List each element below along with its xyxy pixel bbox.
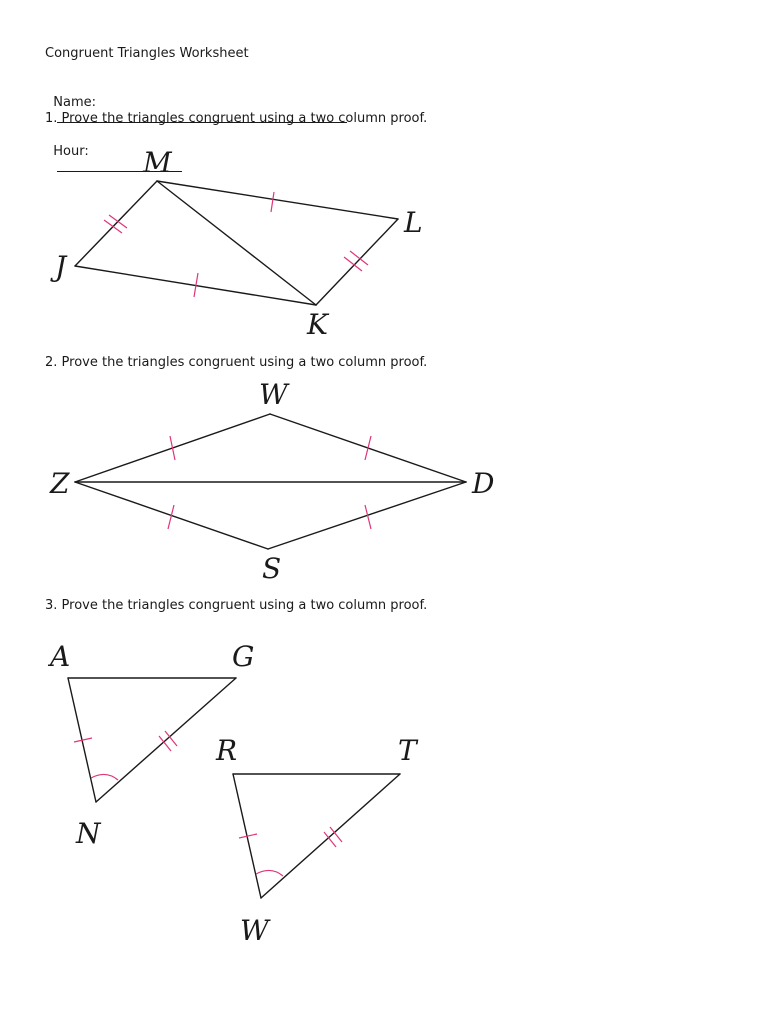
angle-arc-w [256,870,283,876]
vertex-label-j: J [55,250,67,283]
problem-3-prompt: 3. Prove the triangles congruent using a two column proof. [45,598,428,613]
vertex-label-n: N [76,817,101,850]
segment-gn [96,678,236,802]
triangle-agn [68,678,236,802]
vertex-label-l: L [404,206,423,239]
double-tick-gn [159,731,177,751]
vertex-label-w2: W [240,914,269,947]
worksheet-title: Congruent Triangles Worksheet [45,46,249,61]
vertex-label-k: K [307,308,328,341]
vertex-label-a: A [50,640,71,673]
problem-2-prompt: 2. Prove the triangles congruent using a two column proof. [45,355,428,370]
vertex-label-z: Z [50,467,70,500]
name-label: Name: [53,95,96,110]
triangle-rtw [233,774,400,898]
vertex-label-t: T [398,734,417,767]
vertex-label-r: R [216,734,238,767]
vertex-label-s: S [262,552,282,585]
angle-arc-n [91,774,118,780]
vertex-label-m: M [143,146,172,179]
double-tick-tw [324,827,342,847]
vertex-label-g: G [232,640,255,673]
problem-1-prompt: 1. Prove the triangles congruent using a two column proof. [45,111,428,126]
vertex-label-d: D [472,467,495,500]
segment-tw [261,774,400,898]
vertex-label-w: W [259,378,288,411]
hour-label: Hour: [53,144,89,159]
